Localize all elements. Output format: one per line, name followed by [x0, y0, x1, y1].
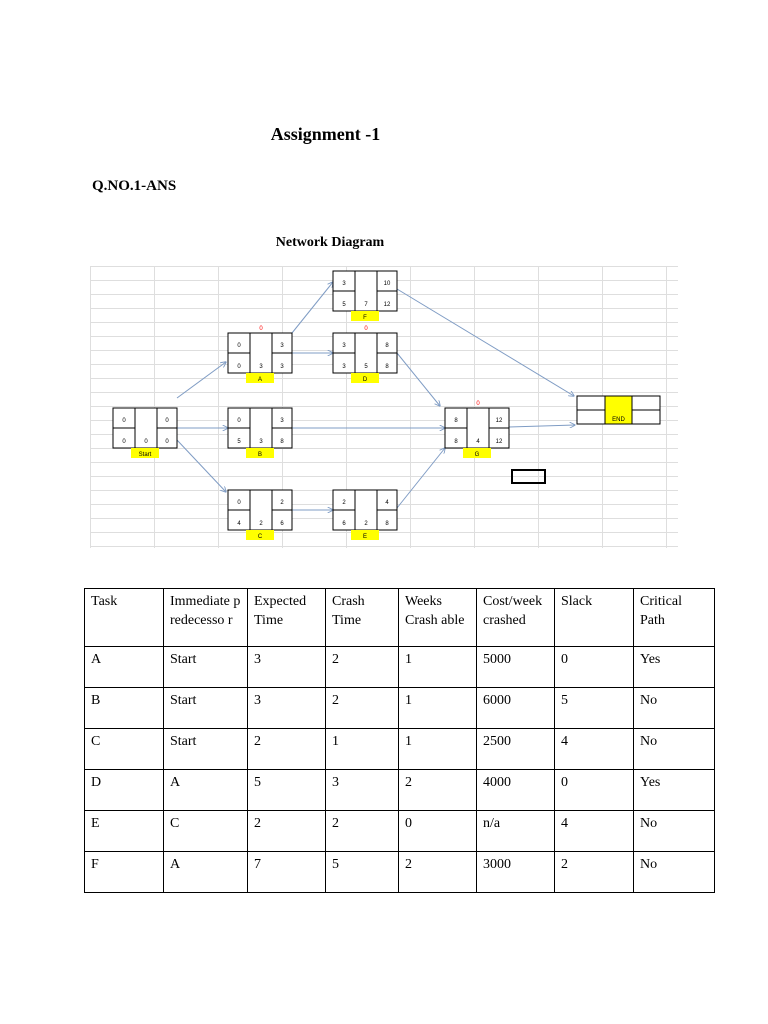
- header-weeks-crashable: Weeks Crash able: [399, 589, 477, 647]
- node-es: 0: [237, 500, 241, 506]
- edge-e-g: [397, 448, 445, 508]
- cell-critical-path: No: [634, 688, 715, 729]
- header-cost-per-week: Cost/week crashed: [477, 589, 555, 647]
- node-slack: 0: [476, 401, 480, 407]
- node-lf: 0: [165, 439, 169, 445]
- node-label: Start: [138, 452, 152, 458]
- cell-cost-per-week: 6000: [477, 688, 555, 729]
- node-es: 2: [342, 500, 346, 506]
- task-table: [84, 588, 715, 893]
- node-lf: 8: [385, 364, 389, 370]
- node-start: [113, 408, 177, 458]
- edge-d-g: [397, 353, 440, 406]
- node-d: [333, 326, 397, 383]
- cell-predecessor: Start: [164, 688, 248, 729]
- node-b: [228, 408, 292, 458]
- diagram-nodes: [113, 271, 660, 540]
- node-duration: 4: [476, 439, 480, 445]
- node-ef: 0: [165, 418, 169, 424]
- diagram-title: Network Diagram: [275, 235, 385, 250]
- cell-task: B: [85, 688, 164, 729]
- cell-predecessor: C: [164, 811, 248, 852]
- cell-crash-time: 2: [326, 688, 399, 729]
- cell-expected-time: 2: [248, 729, 326, 770]
- node-duration: 7: [364, 302, 368, 308]
- table-header-row: [85, 589, 715, 647]
- cell-crash-time: 2: [326, 811, 399, 852]
- node-lf: 12: [495, 439, 503, 445]
- document-title: Assignment -1: [270, 124, 381, 144]
- node-label: C: [257, 534, 263, 540]
- node-f: [333, 271, 397, 321]
- cell-expected-time: 5: [248, 770, 326, 811]
- node-ls: 8: [454, 439, 458, 445]
- cell-cost-per-week: 2500: [477, 729, 555, 770]
- cell-task: D: [85, 770, 164, 811]
- cell-critical-path: Yes: [634, 647, 715, 688]
- cell-predecessor: A: [164, 852, 248, 893]
- node-lf: 3: [280, 364, 284, 370]
- node-es: 3: [342, 343, 346, 349]
- node-label: E: [362, 534, 368, 540]
- table-row: [85, 852, 715, 893]
- cell-slack: 4: [555, 729, 634, 770]
- cell-weeks-crashable: 1: [399, 729, 477, 770]
- cell-expected-time: 3: [248, 688, 326, 729]
- cell-predecessor: Start: [164, 647, 248, 688]
- node-ef: 2: [280, 500, 284, 506]
- selected-cell-box: [511, 469, 546, 484]
- node-lf: 6: [280, 521, 284, 527]
- question-heading: Q.NO.1-ANS: [92, 178, 177, 194]
- node-es: 0: [122, 418, 126, 424]
- node-lf: 8: [280, 439, 284, 445]
- node-ef: 4: [385, 500, 389, 506]
- cell-crash-time: 2: [326, 647, 399, 688]
- cell-crash-time: 5: [326, 852, 399, 893]
- cell-slack: 5: [555, 688, 634, 729]
- header-slack: Slack: [555, 589, 634, 647]
- header-crash-time: Crash Time: [326, 589, 399, 647]
- cell-expected-time: 2: [248, 811, 326, 852]
- cell-task: F: [85, 852, 164, 893]
- table-row: [85, 811, 715, 852]
- cell-cost-per-week: 3000: [477, 852, 555, 893]
- node-label: B: [257, 452, 263, 458]
- node-es: 0: [237, 343, 241, 349]
- table-body: [85, 647, 715, 893]
- edge-a-f: [292, 282, 333, 333]
- node-label: A: [257, 377, 263, 383]
- node-es: 8: [454, 418, 458, 424]
- node-label: F: [363, 315, 367, 321]
- cell-task: C: [85, 729, 164, 770]
- edge-f-end: [397, 289, 574, 396]
- cell-critical-path: No: [634, 729, 715, 770]
- node-ls: 5: [342, 302, 346, 308]
- cell-slack: 0: [555, 647, 634, 688]
- cell-predecessor: A: [164, 770, 248, 811]
- cell-weeks-crashable: 2: [399, 770, 477, 811]
- cell-expected-time: 7: [248, 852, 326, 893]
- node-ls: 0: [122, 439, 126, 445]
- node-ls: 6: [342, 521, 346, 527]
- table-row: [85, 770, 715, 811]
- node-lf: 12: [383, 302, 391, 308]
- node-es: 0: [237, 418, 241, 424]
- edge-g-end: [509, 425, 575, 427]
- cell-task: E: [85, 811, 164, 852]
- node-ls: 5: [237, 439, 241, 445]
- cell-cost-per-week: n/a: [477, 811, 555, 852]
- node-slack: 0: [364, 326, 368, 332]
- node-duration: 2: [364, 521, 368, 527]
- table-row: [85, 729, 715, 770]
- node-ef: 8: [385, 343, 389, 349]
- node-ef: 3: [280, 418, 284, 424]
- cell-weeks-crashable: 1: [399, 688, 477, 729]
- cell-weeks-crashable: 2: [399, 852, 477, 893]
- node-duration: 5: [364, 364, 368, 370]
- cell-critical-path: No: [634, 852, 715, 893]
- cell-critical-path: Yes: [634, 770, 715, 811]
- header-critical-path: Critical Path: [634, 589, 715, 647]
- cell-cost-per-week: 4000: [477, 770, 555, 811]
- cell-crash-time: 1: [326, 729, 399, 770]
- node-ef: 10: [383, 281, 391, 287]
- node-label: G: [474, 452, 480, 458]
- header-expected-time: Expected Time: [248, 589, 326, 647]
- end-label: END: [612, 417, 625, 423]
- cell-cost-per-week: 5000: [477, 647, 555, 688]
- node-ls: 4: [237, 521, 241, 527]
- node-slack: 0: [259, 326, 263, 332]
- cell-weeks-crashable: 1: [399, 647, 477, 688]
- cell-slack: 0: [555, 770, 634, 811]
- edge-start-a: [177, 362, 226, 398]
- cell-task: A: [85, 647, 164, 688]
- edge-start-c: [177, 440, 226, 492]
- cell-crash-time: 3: [326, 770, 399, 811]
- node-duration: 0: [144, 439, 148, 445]
- node-duration: 3: [259, 439, 263, 445]
- node-ls: 3: [342, 364, 346, 370]
- cell-slack: 2: [555, 852, 634, 893]
- node-label: D: [362, 377, 368, 383]
- cell-weeks-crashable: 0: [399, 811, 477, 852]
- cell-critical-path: No: [634, 811, 715, 852]
- node-ls: 0: [237, 364, 241, 370]
- node-e: [333, 490, 397, 540]
- cell-expected-time: 3: [248, 647, 326, 688]
- node-a: [228, 326, 292, 383]
- node-duration: 3: [259, 364, 263, 370]
- node-end: [577, 396, 660, 424]
- header-predecessor: Immediate predecesso r: [164, 589, 248, 647]
- node-c: [228, 490, 292, 540]
- table-row: [85, 647, 715, 688]
- cell-predecessor: Start: [164, 729, 248, 770]
- cell-slack: 4: [555, 811, 634, 852]
- node-ef: 3: [280, 343, 284, 349]
- header-task: Task: [85, 589, 164, 647]
- node-es: 3: [342, 281, 346, 287]
- table-row: [85, 688, 715, 729]
- node-lf: 8: [385, 521, 389, 527]
- node-g: [445, 401, 509, 458]
- node-duration: 2: [259, 521, 263, 527]
- node-ef: 12: [495, 418, 503, 424]
